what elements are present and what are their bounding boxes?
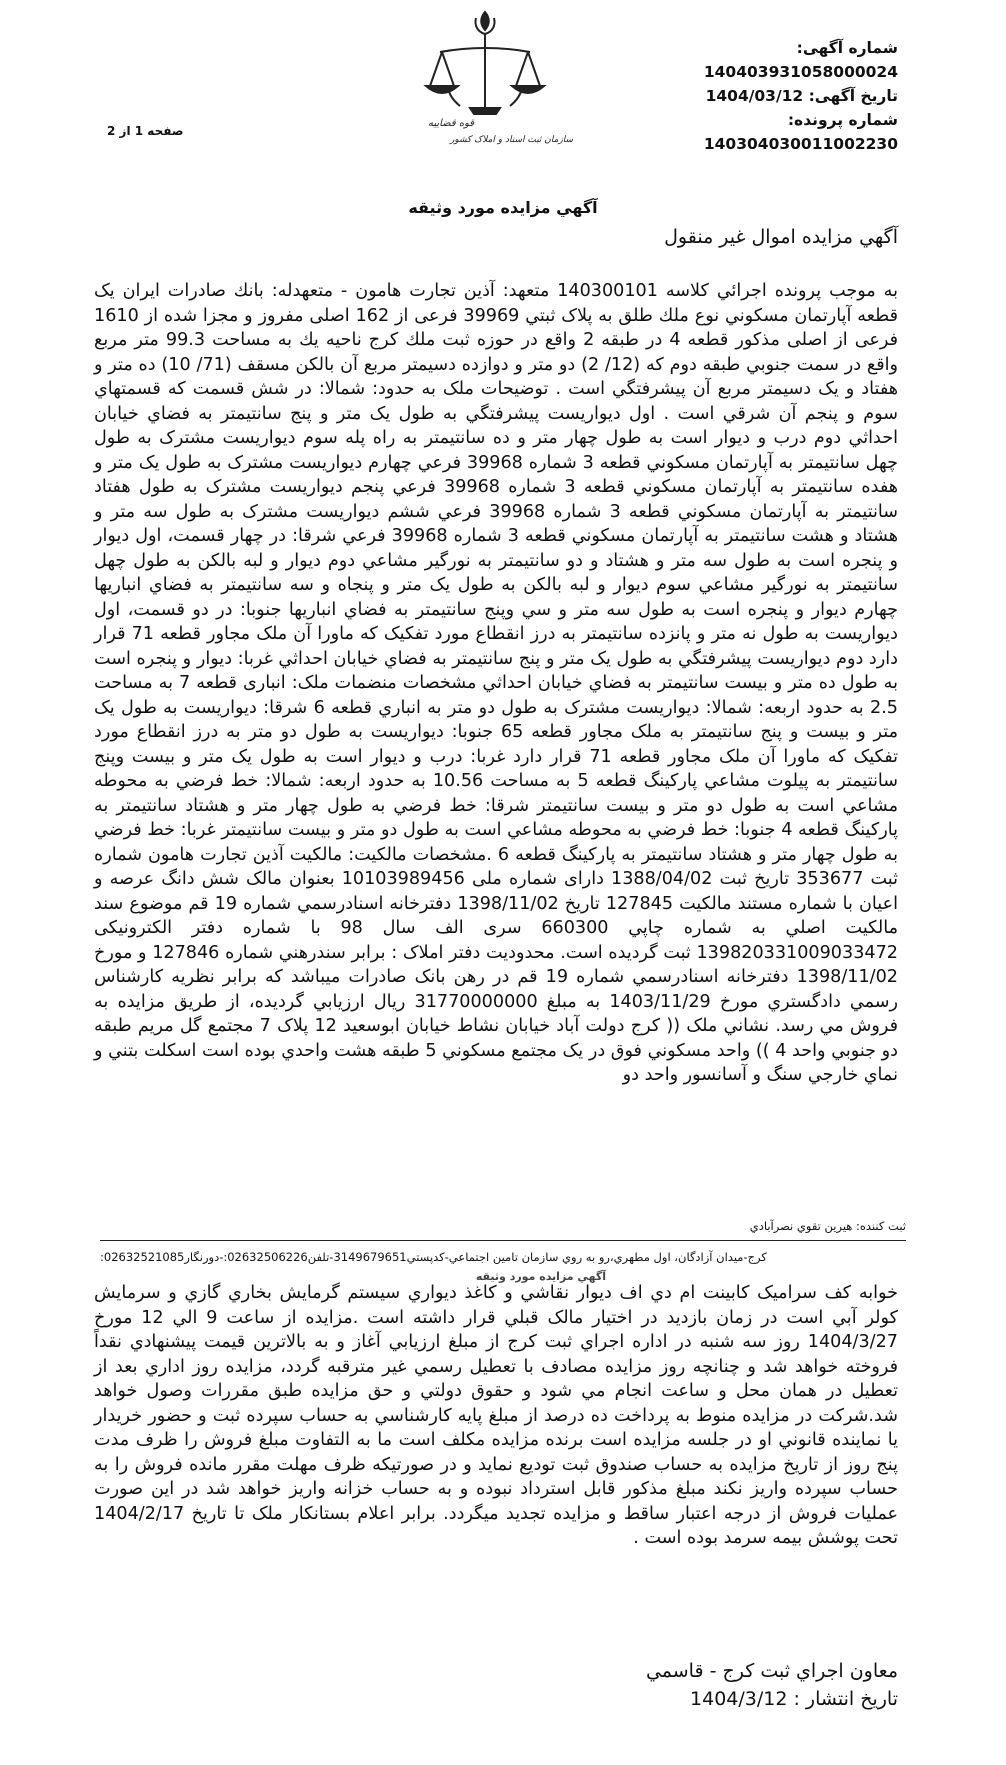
ad-meta-block	[598, 36, 898, 156]
ad-date: تاریخ آگهی: 1404/03/12	[705, 87, 898, 105]
footer-contact: كرج-ميدان آزادگان، اول مطهري،رو به روي سازمان تامين اجتماعي-كدپستي3149679651-تلفن02632506226:-دورنگار02632521085:	[100, 1250, 767, 1264]
registrar-line: ثبت كننده: هيرين تقوي نصرآبادي	[749, 1219, 906, 1233]
file-number: شماره پرونده: 140304030011002230	[703, 111, 898, 153]
ad-number: شماره آگهی: 14040393105800002‎4	[703, 39, 898, 81]
body-paragraph-2: خوابه كف سراميک كابينت ام دي اف ديوار نقاشي و كاغذ ديواري سيستم گرمايش بخاري گازي و سرمايش كولر آبي است در زمان بازديد در اختيار مالک قبلي قرار داشته است .مزايده از ساعت 9 الي 12 مورخ 1404/3/27 روز سه شنبه در اداره اجراي ثبت كرج از مبلغ ارزيابي آغاز و به بالاترين قيمت پيشنهادي نقداً فروخته خواهد شد و چنانچه روز مزايده مصادف با تعطيل رسمي غير مترقبه گردد، مزايده روز اداري بعد از تعطيل در همان محل و ساعت انجام مي شود و حقوق دولتي و حق مزايده طبق مقررات وصول خواهد شد.شركت در مزايده منوط به پرداخت ده درصد از مبلغ پايه كارشناسي به حساب سپرده ثبت و حضور خريدار يا نماينده قانوني او در جلسه مزايده است برنده مزايده مكلف است ما به التفاوت مبلغ فروش را ظرف مدت پنج روز از تاريخ مزايده به حساب صندوق ثبت توديع نمايد و در صورتيكه ظرف مهلت مقرر مانده فروش را به حساب سپرده واريز نكند مبلغ مذكور قابل استرداد نبوده و به حساب خزانه واريز خواهد شد در اين صورت عمليات فروش از درجه اعتبار ساقط و مزايده تجديد ميگردد. برابر اعلام بستانكار ملک تا تاريخ 1404/2/17 تحت پوشش بيمه سرمد بوده است .	[94, 1283, 898, 1548]
continued-heading: آگهي مزايده مورد وثيقه	[475, 1270, 606, 1283]
document-subheading: آگهي مزايده اموال غير منقول	[664, 226, 898, 248]
signature-title: معاون اجراي ثبت كرج - قاسمي	[645, 1660, 898, 1682]
publish-date: تاريخ انتشار : 1404/3/12	[690, 1688, 898, 1710]
body-paragraph-1: به موجب پرونده اجرائي كلاسه 140300101 متعهد: آذين تجارت هامون - متعهدله: بانك صادرات ايران يک قطعه آپارتمان مسكوني نوع ملك طلق به پلاک ثبتي 39969 فرعی از 162 اصلی مفروز و مجزا شده از 1610 فرعی از اصلی مذکور قطعه 4 در طبقه 2 واقع در حوزه ثبت ملك كرج ناحيه يك به مساحت 99.3 متر مربع واقع در سمت جنوبي طبقه دوم كه (12/ 2) دو متر و دوازده دسيمتر مربع آن بالكن مسقف (71/ 10) ده متر و هفتاد و يک دسيمتر مربع آن پيشرفتگي است . توضيحات ملک به حدود: شمالا: در شش قسمت كه قسمتهاي سوم و پنجم آن شرقي است . اول ديواريست پيشرفتگي به طول يک متر و پنج سانتيمتر به فضاي خيابان احداثي دوم درب و ديوار است به طول چهار متر و ده سانتيمتر به راه پله سوم ديواريست مشترک به طول چهل سانتيمتر به آپارتمان مسكوني قطعه 3 شماره 39968 فرعي چهارم ديواريست مشترک به طول يک متر و هفده سانتيمتر به آپارتمان مسكوني قطعه 3 شماره 39968 فرعي پنجم ديواريست مشترک به طول هفتاد سانتيمتر به آپارتمان مسكوني قطعه 3 شماره 39968 فرعي ششم ديواريست مشترک به طول سه متر و هشتاد و هشت سانتيمتر به آپارتمان مسكوني قطعه 3 شماره 39968 فرعي شرقا: در چهار قسمت، اول ديوار و پنجره است به طول سه متر و هشتاد و دو سانتيمتر به نورگير مشاعي دوم ديوار و لبه بالكن به طول چهل سانتيمتر به نورگير مشاعي سوم ديوار و لبه بالكن به طول يک متر و پنجاه و سه سانتيمتر به فضاي انباريها چهارم ديوار و پنجره است به طول سه متر و سي وپنج سانتيمتر به فضاي انباريها جنوبا: در دو قسمت، اول ديواريست به طول نه متر و پانزده سانتيمتر به درز انقطاع مورد تفكيک كه ماورا آن ملک مجاور قطعه 71 قرار دارد دوم ديواريست پيشرفتگي به طول يک متر و پنج سانتيمتر به فضاي خيابان احداثي غربا: ديوار و پنجره است به طول ده متر و بيست سانتيمتر به فضاي خيابان احداثي مشخصات منضمات ملک: انباری قطعه 7 به مساحت 2.5 به حدود اربعه: شمالا: ديواريست مشترک به طول دو متر به انباري قطعه 6 شرقا: ديواريست به طول يک متر و بيست و پنج سانتيمتر به ملک مجاور قطعه 65 جنوبا: ديواريست به طول دو متر به درز انقطاع مورد تفكيک كه ماورا آن ملک مجاور قطعه 71 قرار دارد غربا: درب و ديوار است به طول يک متر و بيست وپنج سانتيمتر به پيلوت مشاعي پاركينگ قطعه 5 به مساحت 10.56 به حدود اربعه: شمالا: خط فرضي به محوطه مشاعي است به طول دو متر و بيست سانتيمتر شرقا: خط فرضي به طول چهار متر و هشتاد سانتيمتر به پاركينگ قطعه 4 جنوبا: خط فرضي به محوطه مشاعي است به طول دو متر و بيست سانتيمتر غربا: خط فرضي به طول چهار متر و هشتاد سانتيمتر به پاركينگ قطعه 6 .مشخصات مالكيت: مالكيت آذين تجارت هامون شماره ثبت 353677 تاريخ ثبت 1388/04/02 دارای شماره ملی 10103989456 بعنوان مالک شش دانگ عرصه و اعيان با شماره مستند مالكيت 127845 تاريخ 1398/11/02 دفترخانه اسنادرسمي شماره 19 قم موضوع سند مالكيت اصلي به شماره چاپي 660300 سری الف سال 98 با شماره دفتر الكترونيكی 139820331009033472 ثبت گرديده است. محدوديت دفتر املاک : برابر سندرهني شماره 127846 و مورخ 1398/11/02 دفترخانه اسنادرسمي شماره 19 قم در رهن بانک صادرات ميباشد كه برابر نظريه كارشناس رسمي دادگستري مورخ 1403/11/29 به مبلغ 31770000000 ريال ارزيابي گرديده، از طريق مزايده به فروش مي رسد. نشاني ملک (( كرج دولت آباد خيابان نشاط خيابان ابوسعيد 12 پلاک 7 مجتمع گل مريم طبقه دو جنوبي واحد 4 )) واحد مسكوني فوق در يک مجتمع مسكوني 5 طبقه هشت واحدي بوده است اسكلت بتني و نماي خارجي سنگ و آسانسور واحد دو	[94, 281, 899, 1085]
emblem-caption-2: سازمان ثبت اسناد و املاک کشور	[450, 135, 574, 145]
page-number: صفحه 1 از 2	[107, 124, 184, 138]
document-heading: آگهي مزايده مورد وثيقه	[408, 198, 598, 217]
footer-divider	[100, 1240, 906, 1241]
emblem-caption-1: قوه قضاییه	[428, 118, 475, 129]
judiciary-emblem-icon	[410, 8, 574, 148]
